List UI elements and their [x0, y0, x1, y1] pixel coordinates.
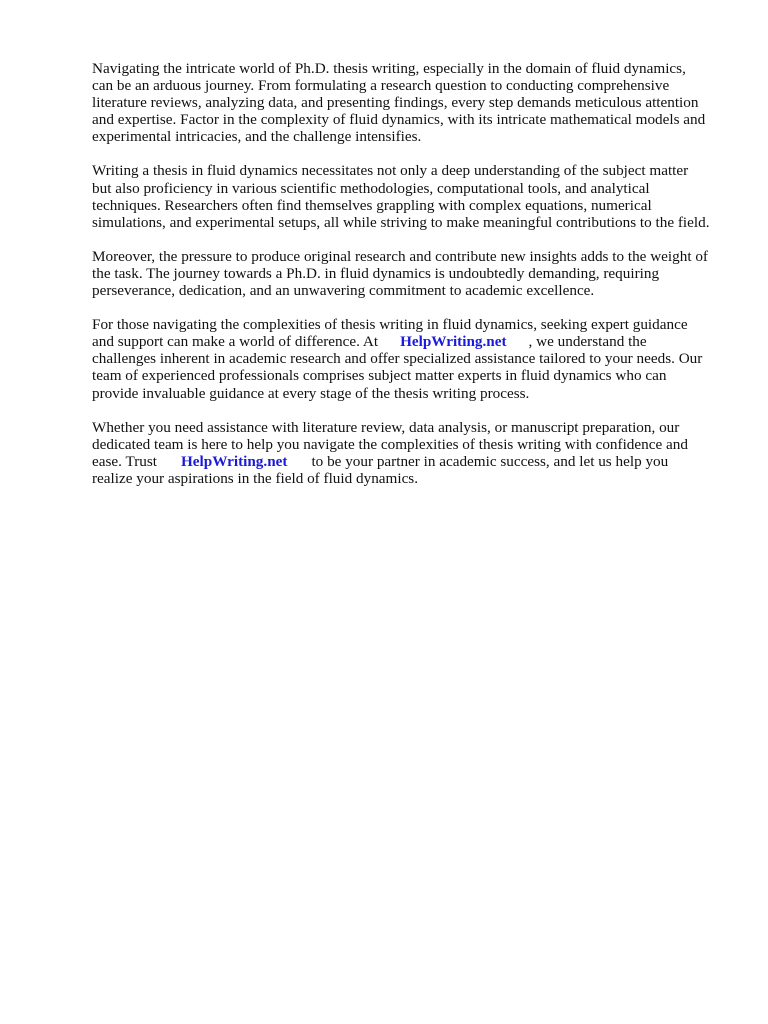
text-line: but also proficiency in various scientific methodologies, computational tools, and analytical [92, 179, 650, 197]
text-segment: , we understand the [528, 333, 647, 351]
text-line: dedicated team is here to help you navigate the complexities of thesis writing with confidence and [92, 435, 688, 453]
text-line: simulations, and experimental setups, all while striving to make meaningful contributions to the field. [92, 213, 710, 231]
text-line: Writing a thesis in fluid dynamics necessitates not only a deep understanding of the subject matter [92, 162, 689, 180]
text-line: and expertise. Factor in the complexity of fluid dynamics, with its intricate mathematical models and [92, 111, 706, 129]
text-segment: ease. Trust [92, 452, 157, 470]
paragraph-closing [92, 419, 732, 487]
text-line: literature reviews, analyzing data, and presenting findings, every step demands meticulous attention [92, 94, 699, 112]
text-line: the task. The journey towards a Ph.D. in fluid dynamics is undoubtedly demanding, requiring [92, 264, 660, 282]
text-line: Navigating the intricate world of Ph.D. thesis writing, especially in the domain of fluid dynamics, [92, 60, 686, 77]
text-line: challenges inherent in academic research and offer specialized assistance tailored to your needs. Our [92, 350, 703, 368]
text-line: realize your aspirations in the field of fluid dynamics. [92, 469, 419, 487]
text-segment: and support can make a world of difference. At [92, 333, 379, 351]
text-line: techniques. Researchers often find themselves grappling with complex equations, numerical [92, 196, 652, 214]
document-body [92, 60, 732, 504]
text-segment: to be your partner in academic success, and let us help you [311, 452, 669, 470]
text-line: experimental intricacies, and the challenge intensifies. [92, 128, 422, 146]
paragraph-guidance [92, 316, 732, 401]
helpwriting-link[interactable]: HelpWriting.net [180, 452, 288, 470]
text-line: perseverance, dedication, and an unwavering commitment to academic excellence. [92, 282, 595, 300]
helpwriting-link[interactable]: HelpWriting.net [400, 333, 507, 351]
text-line: provide invaluable guidance at every stage of the thesis writing process. [92, 384, 530, 402]
text-line: Moreover, the pressure to produce original research and contribute new insights adds to the weight of [92, 247, 708, 265]
paragraph-requirements [92, 162, 732, 230]
text-line: can be an arduous journey. From formulating a research question to conducting comprehensive [92, 77, 670, 95]
text-line: Whether you need assistance with literature review, data analysis, or manuscript preparation, our [92, 418, 680, 436]
paragraph-pressure [92, 248, 732, 299]
text-line-with-link [92, 453, 732, 470]
text-line: team of experienced professionals comprises subject matter experts in fluid dynamics who can [92, 367, 667, 385]
text-line: For those navigating the complexities of thesis writing in fluid dynamics, seeking expert guidance [92, 316, 688, 334]
text-line-with-link [92, 333, 732, 350]
paragraph-intro [92, 60, 732, 145]
